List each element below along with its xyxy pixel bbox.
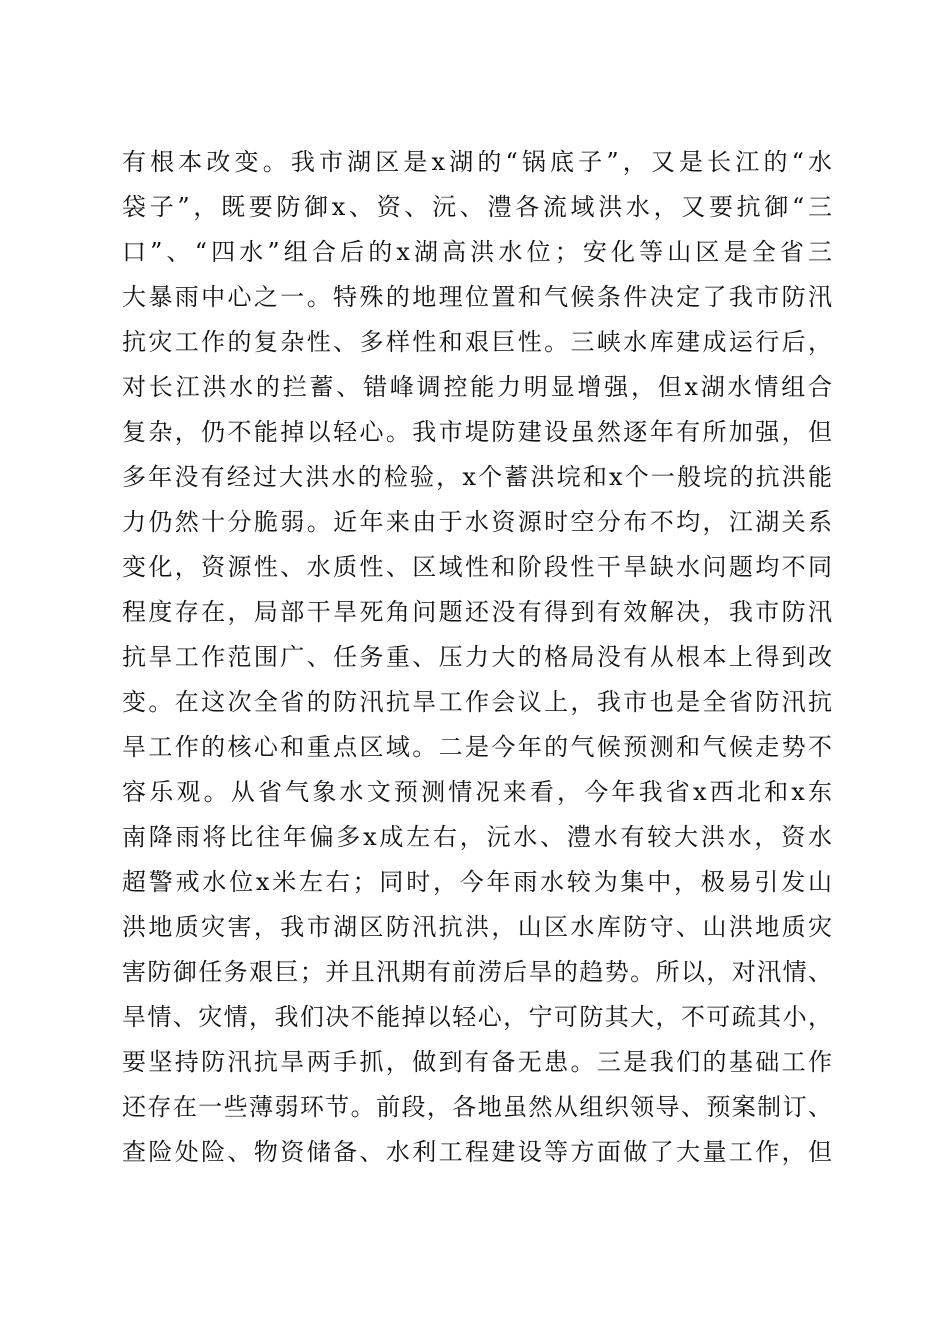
- text-line-10: 变化，资源性、水质性、区域性和阶段性干旱缺水问题均不同: [122, 553, 832, 581]
- text-line-13: 变。在这次全省的防汛抗旱工作会议上，我市也是全省防汛抗: [122, 688, 832, 716]
- text-line-15: 容乐观。从省气象水文预测情况来看，今年我省x西北和x东: [122, 778, 832, 806]
- text-line-21: 要坚持防汛抗旱两手抓，做到有备无患。三是我们的基础工作: [122, 1048, 832, 1076]
- text-line-2: 袋子”，既要防御x、资、沅、澧各流域洪水，又要抗御“三: [122, 193, 832, 221]
- text-line-11: 程度存在，局部干旱死角问题还没有得到有效解决，我市防汛: [122, 598, 832, 626]
- text-line-17: 超警戒水位x米左右；同时，今年雨水较为集中，极易引发山: [122, 868, 832, 896]
- text-line-3: 口”、“四水”组合后的x湖高洪水位；安化等山区是全省三: [122, 238, 832, 266]
- text-line-20: 旱情、灾情，我们决不能掉以轻心，宁可防其大，不可疏其小，: [122, 1003, 832, 1031]
- text-line-7: 复杂，仍不能掉以轻心。我市堤防建设虽然逐年有所加强，但: [122, 418, 832, 446]
- text-line-1: 有根本改变。我市湖区是x湖的“锅底子”，又是长江的“水: [122, 148, 832, 176]
- text-line-23: 查险处险、物资储备、水利工程建设等方面做了大量工作，但: [122, 1138, 832, 1166]
- text-line-19: 害防御任务艰巨；并且汛期有前涝后旱的趋势。所以，对汛情、: [122, 958, 832, 986]
- text-line-8: 多年没有经过大洪水的检验，x个蓄洪垸和x个一般垸的抗洪能: [122, 463, 832, 491]
- text-line-9: 力仍然十分脆弱。近年来由于水资源时空分布不均，江湖关系: [122, 508, 832, 536]
- text-line-22: 还存在一些薄弱环节。前段，各地虽然从组织领导、预案制订、: [122, 1093, 832, 1121]
- body-text: [122, 140, 832, 1175]
- text-line-12: 抗旱工作范围广、任务重、压力大的格局没有从根本上得到改: [122, 643, 832, 671]
- text-line-16: 南降雨将比往年偏多x成左右，沅水、澧水有较大洪水，资水: [122, 823, 832, 851]
- text-line-5: 抗灾工作的复杂性、多样性和艰巨性。三峡水库建成运行后，: [122, 328, 832, 356]
- text-line-4: 大暴雨中心之一。特殊的地理位置和气候条件决定了我市防汛: [122, 283, 832, 311]
- text-line-6: 对长江洪水的拦蓄、错峰调控能力明显增强，但x湖水情组合: [122, 373, 832, 401]
- text-line-18: 洪地质灾害，我市湖区防汛抗洪，山区水库防守、山洪地质灾: [122, 913, 832, 941]
- text-line-14: 旱工作的核心和重点区域。二是今年的气候预测和气候走势不: [122, 733, 832, 761]
